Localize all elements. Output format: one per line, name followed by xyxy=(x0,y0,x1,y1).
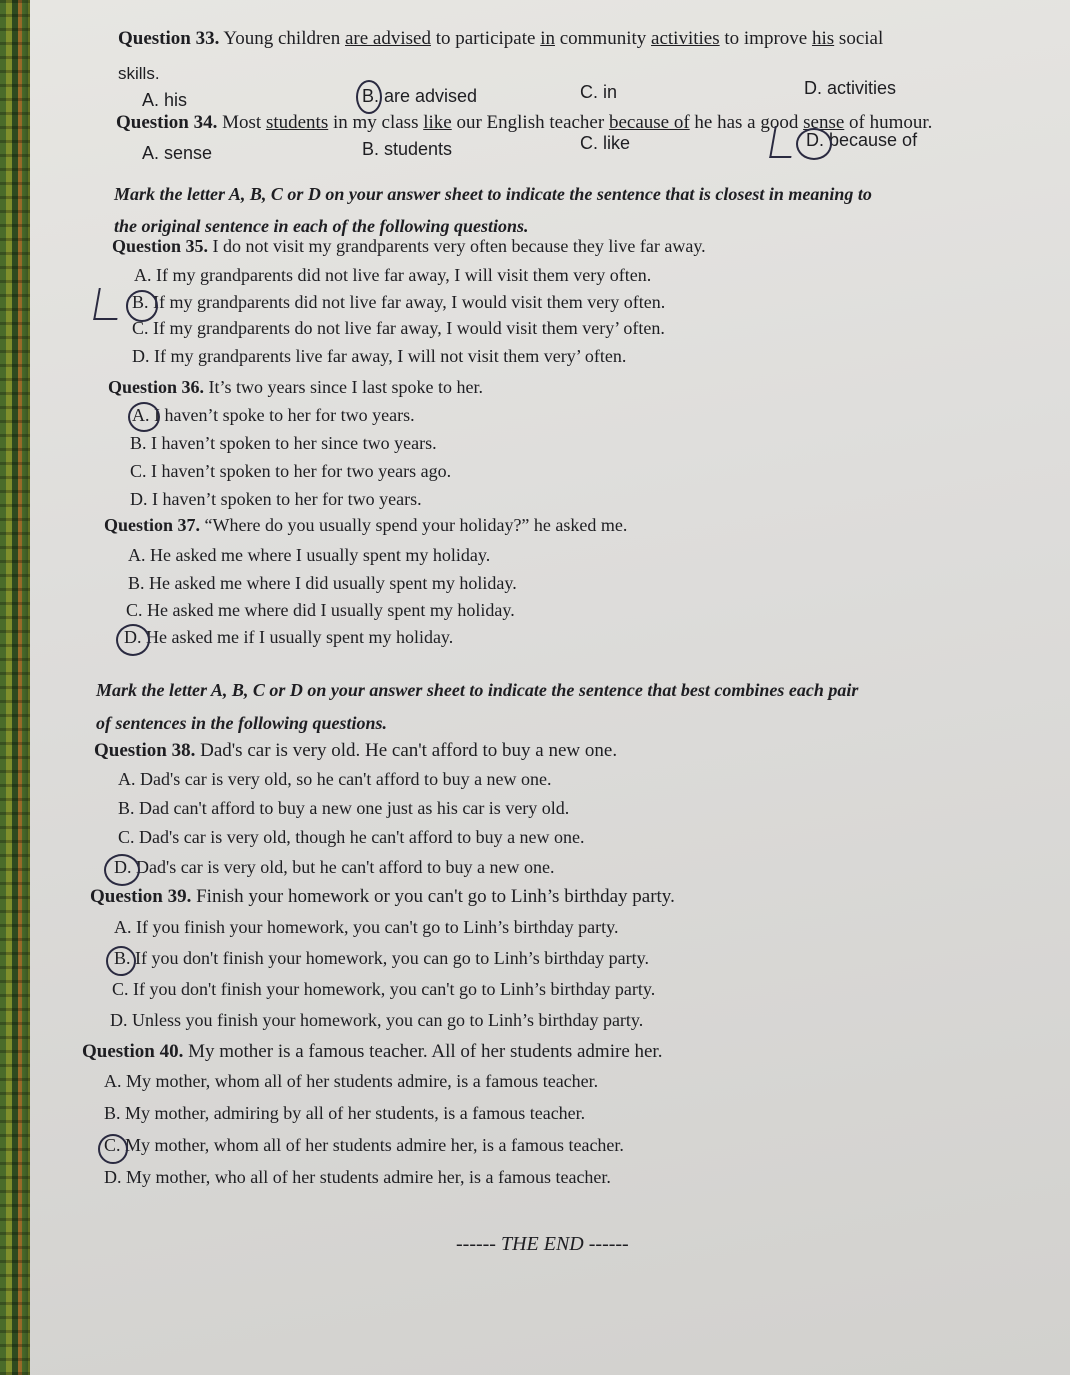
end-marker: ------ THE END ------ xyxy=(456,1233,629,1255)
question-37 xyxy=(104,515,627,536)
option-b: B. students xyxy=(362,139,453,159)
option-b: B. If my grandparents did not live far away, I would visit them very often. xyxy=(132,292,666,312)
question-39 xyxy=(90,886,675,908)
question-text: social xyxy=(838,28,884,49)
underlined-part: like xyxy=(423,112,452,133)
question-text: Finish your homework or you can't go to Linh’s birthday party. xyxy=(196,886,675,907)
option-d: D. activities xyxy=(804,78,897,98)
option-c: C. Dad's car is very old, though he can't afford to buy a new one. xyxy=(118,827,585,847)
question-label: Question 33. xyxy=(118,28,220,49)
question-text: he has a good xyxy=(694,112,799,133)
underlined-part: his xyxy=(811,28,835,49)
option-b: B. are advised xyxy=(362,86,478,106)
underlined-part: are advised xyxy=(344,28,431,49)
option-d: D. If my grandparents live far away, I will not visit them very’ often. xyxy=(132,346,627,366)
option-b: B. If you don't finish your homework, you can go to Linh’s birthday party. xyxy=(114,948,649,968)
question-text: in my class xyxy=(332,112,419,133)
option-a: A. Dad's car is very old, so he can't afford to buy a new one. xyxy=(118,769,552,789)
question-label: Question 36. xyxy=(108,377,205,397)
option-d: D. I haven’t spoken to her for two years. xyxy=(130,489,422,509)
instruction-line: the original sentence in each of the following questions. xyxy=(114,216,529,236)
option-c: C. I haven’t spoken to her for two years ago. xyxy=(130,461,452,481)
question-text: I do not visit my grandparents very often because they live far away. xyxy=(212,236,706,256)
question-label: Question 37. xyxy=(104,515,201,535)
option-c: C. He asked me where did I usually spent my holiday. xyxy=(126,600,515,620)
question-38 xyxy=(94,740,617,762)
question-text: to improve xyxy=(724,28,808,49)
question-text: community xyxy=(559,28,647,49)
instruction-line: Mark the letter A, B, C or D on your answer sheet to indicate the sentence that is closest in meaning to xyxy=(114,184,872,204)
underlined-part: students xyxy=(265,112,329,133)
underlined-part: sense xyxy=(803,112,845,133)
question-text: our English teacher xyxy=(456,112,605,133)
circle-mark xyxy=(356,80,382,114)
underlined-part: in xyxy=(540,28,555,49)
option-a: A. He asked me where I usually spent my holiday. xyxy=(128,545,491,565)
question-text: My mother is a famous teacher. All of her students admire her. xyxy=(188,1041,663,1062)
question-text: of humour. xyxy=(849,112,933,133)
question-text: Young children xyxy=(223,28,341,49)
option-a: A. If my grandparents did not live far away, I will visit them very often. xyxy=(134,265,652,285)
instruction-line: of sentences in the following questions. xyxy=(96,713,388,733)
option-b: B. My mother, admiring by all of her students, is a famous teacher. xyxy=(104,1103,586,1123)
question-text: Most xyxy=(222,112,262,133)
question-text: to participate xyxy=(435,28,536,49)
question-36 xyxy=(108,377,483,398)
option-c: C. If you don't finish your homework, you can't go to Linh’s birthday party. xyxy=(112,979,656,999)
circle-mark xyxy=(98,1134,128,1164)
circle-mark xyxy=(796,128,832,160)
question-text: Dad's car is very old. He can't afford to buy a new one. xyxy=(200,740,618,761)
option-b: B. I haven’t spoken to her since two years. xyxy=(130,433,437,453)
question-label: Question 38. xyxy=(94,740,196,761)
option-c: C. like xyxy=(580,133,631,153)
option-c: C. in xyxy=(580,82,618,102)
question-35 xyxy=(112,236,706,257)
instruction-line: Mark the letter A, B, C or D on your answer sheet to indicate the sentence that best combines each pair xyxy=(96,680,859,700)
circle-mark xyxy=(116,624,150,656)
question-label: Question 40. xyxy=(82,1041,184,1062)
option-b: B. He asked me where I did usually spent my holiday. xyxy=(128,573,517,593)
underlined-part: because of xyxy=(608,112,690,133)
option-d: D. My mother, who all of her students admire her, is a famous teacher. xyxy=(104,1167,611,1187)
option-d: D. because of xyxy=(806,130,918,150)
option-c: C. My mother, whom all of her students admire her, is a famous teacher. xyxy=(104,1135,624,1155)
question-text: It’s two years since I last spoke to her. xyxy=(208,377,483,397)
option-a: A. I haven’t spoke to her for two years. xyxy=(132,405,415,425)
question-40 xyxy=(82,1041,662,1063)
question-33 xyxy=(118,28,883,50)
question-label: Question 39. xyxy=(90,886,192,907)
question-text: “Where do you usually spend your holiday?” he asked me. xyxy=(204,515,628,535)
option-d: D. Dad's car is very old, but he can't afford to buy a new one. xyxy=(114,857,555,877)
circle-mark xyxy=(104,854,140,886)
option-d: D. He asked me if I usually spent my holiday. xyxy=(124,627,454,647)
option-c: C. If my grandparents do not live far away, I would visit them very’ often. xyxy=(132,318,665,338)
option-a: A. sense xyxy=(142,143,213,163)
question-label: Question 34. xyxy=(116,112,218,133)
question-33-line2: skills. xyxy=(118,64,160,83)
option-a: A. his xyxy=(142,90,188,110)
option-a: A. My mother, whom all of her students admire, is a famous teacher. xyxy=(104,1071,599,1091)
option-b: B. Dad can't afford to buy a new one just as his car is very old. xyxy=(118,798,570,818)
question-label: Question 35. xyxy=(112,236,209,256)
circle-mark xyxy=(128,402,160,432)
option-a: A. If you finish your homework, you can't go to Linh’s birthday party. xyxy=(114,917,619,937)
circle-mark xyxy=(106,946,136,976)
underlined-part: activities xyxy=(651,28,720,49)
option-d: D. Unless you finish your homework, you can go to Linh’s birthday party. xyxy=(110,1010,644,1030)
